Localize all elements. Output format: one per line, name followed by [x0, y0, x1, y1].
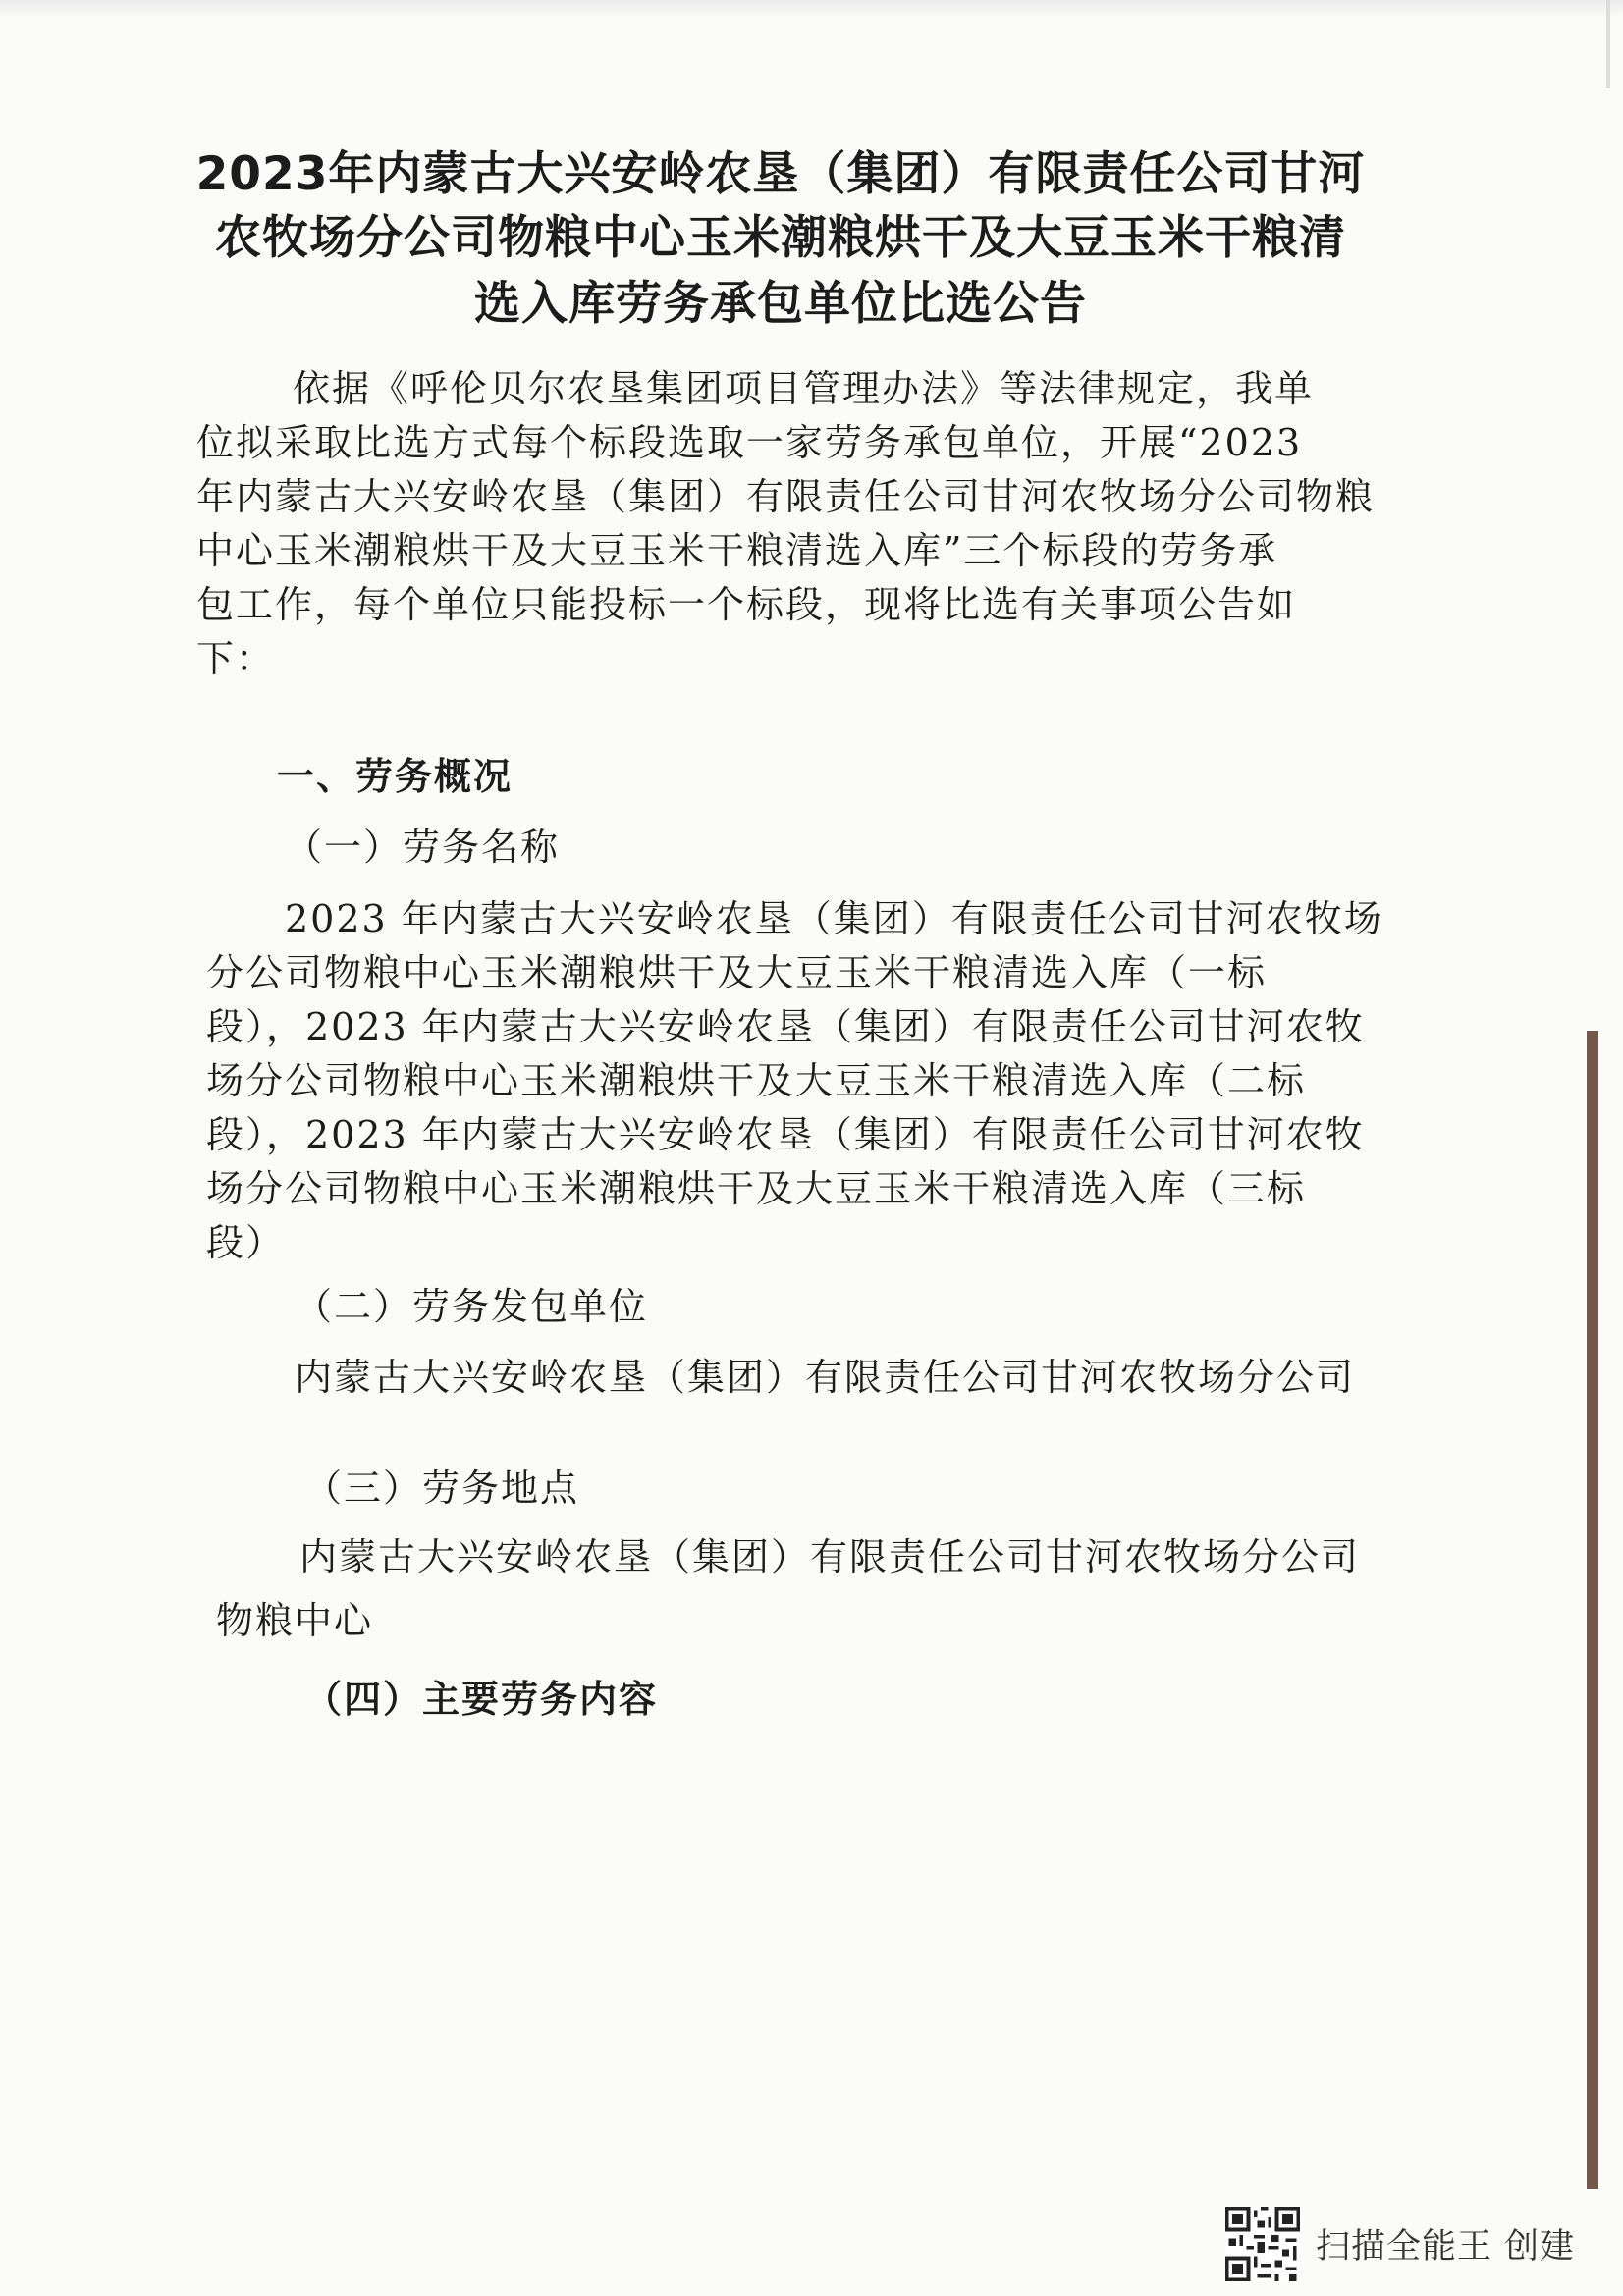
subsection-2-line-1: 内蒙古大兴安岭农垦（集团）有限责任公司甘河农牧场分公司 [295, 1356, 1356, 1399]
scan-binding-edge [1587, 1031, 1598, 2189]
intro-line-5: 包工作，每个单位只能投标一个标段，现将比选有关事项公告如 [196, 583, 1297, 626]
subsection-3-heading: （三）劳务地点 [304, 1467, 580, 1510]
subsection-3-line-1: 内蒙古大兴安岭农垦（集团）有限责任公司甘河农牧场分公司 [299, 1535, 1361, 1578]
subsection-1-line-3: 段），2023 年内蒙古大兴安岭农垦（集团）有限责任公司甘河农牧 [206, 1005, 1365, 1048]
intro-line-2: 位拟采取比选方式每个标段选取一家劳务承包单位，开展“2023 [196, 421, 1303, 464]
intro-line-3: 年内蒙古大兴安岭农垦（集团）有限责任公司甘河农牧场分公司物粮 [196, 475, 1376, 518]
scanner-watermark [1225, 2207, 1575, 2281]
subsection-1-heading: （一）劳务名称 [285, 826, 561, 869]
scanner-text: 扫描全能王 创建 [1316, 2227, 1576, 2267]
subsection-3-line-2: 物粮中心 [216, 1599, 374, 1642]
subsection-1-line-2: 分公司物粮中心玉米潮粮烘干及大豆玉米干粮清选入库（一标 [206, 951, 1268, 994]
subsection-1-line-4: 场分公司物粮中心玉米潮粮烘干及大豆玉米干粮清选入库（二标 [206, 1059, 1307, 1102]
intro-line-6: 下： [196, 637, 276, 680]
subsection-1-line-1: 2023 年内蒙古大兴安岭农垦（集团）有限责任公司甘河农牧场 [285, 897, 1383, 940]
title-line-3: 选入库劳务承包单位比选公告 [474, 277, 1087, 331]
subsection-1-line-5: 段），2023 年内蒙古大兴安岭农垦（集团）有限责任公司甘河农牧 [206, 1113, 1365, 1156]
subsection-2-heading: （二）劳务发包单位 [295, 1285, 649, 1328]
qr-code-icon [1225, 2207, 1300, 2281]
title-line-2: 农牧场分公司物粮中心玉米潮粮烘干及大豆玉米干粮清 [215, 211, 1346, 265]
title-line-1: 2023年内蒙古大兴安岭农垦（集团）有限责任公司甘河 [195, 147, 1366, 201]
intro-line-4: 中心玉米潮粮烘干及大豆玉米干粮清选入库”三个标段的劳务承 [196, 529, 1278, 572]
subsection-1-line-7: 段） [206, 1221, 286, 1264]
intro-line-1: 依据《呼伦贝尔农垦集团项目管理办法》等法律规定，我单 [293, 367, 1315, 410]
subsection-1-line-6: 场分公司物粮中心玉米潮粮烘干及大豆玉米干粮清选入库（三标 [206, 1167, 1307, 1210]
scan-edge-mark [1606, 0, 1610, 88]
scan-top-edge [0, 0, 1623, 18]
section-1-heading: 一、劳务概况 [277, 755, 514, 798]
subsection-4-heading: （四）主要劳务内容 [304, 1677, 659, 1721]
